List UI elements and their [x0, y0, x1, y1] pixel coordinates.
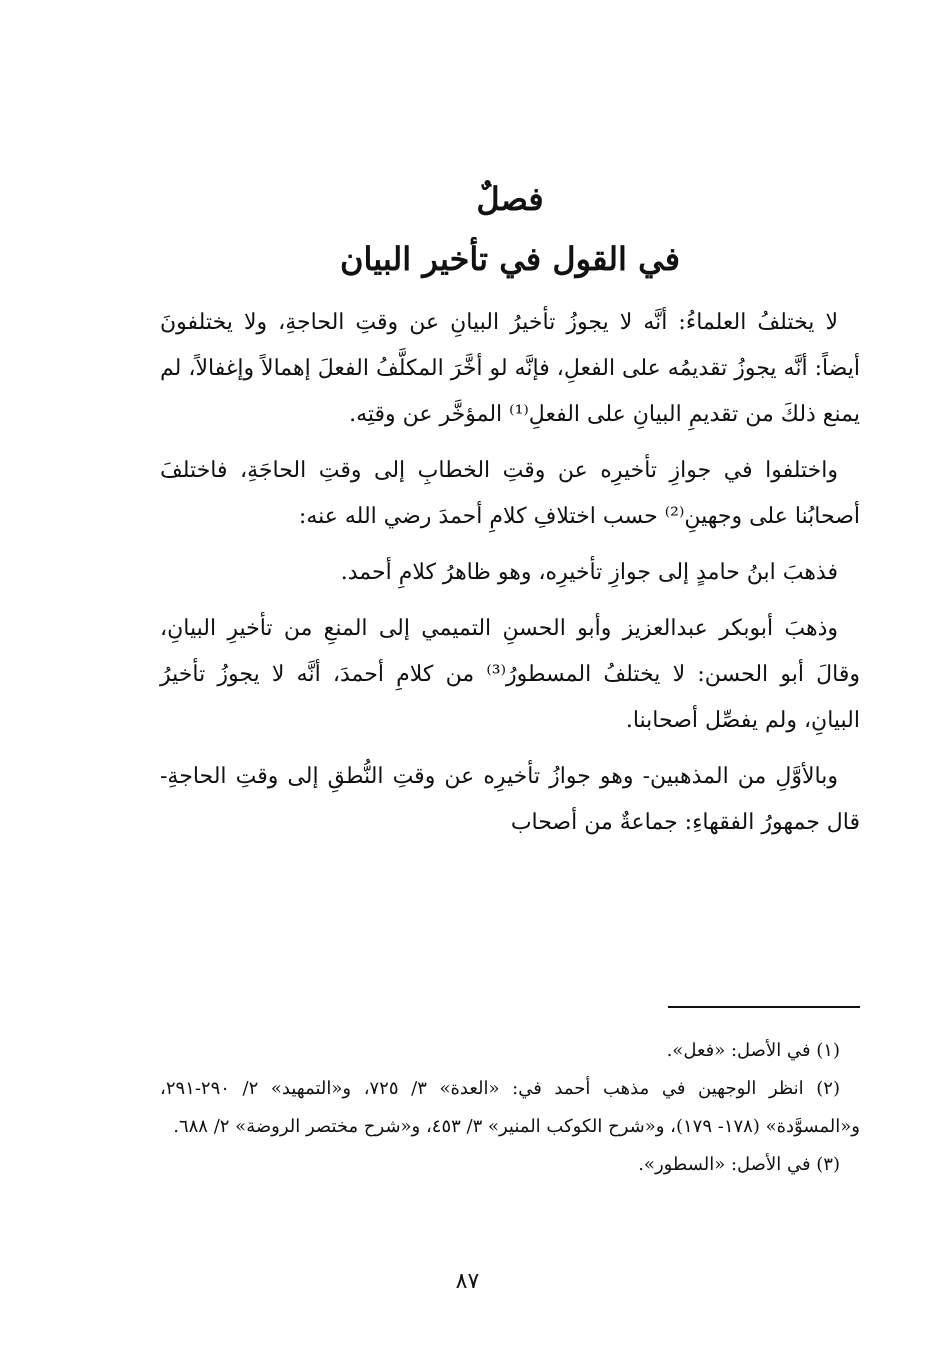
footnotes: [160, 1032, 860, 1184]
footnote: (١) في الأصل: «فعل».: [666, 1040, 840, 1061]
paragraph: لا يختلفُ العلماءُ: أنَّه لا يجوزُ تأخيرُ البيانِ عن وقتِ الحاجةِ، ولا يختلفونَ أيضاً: أنَّه يجوزُ تقديمُه على الفعلِ، فإنَّه لو أخَّرَ المكلَّفُ الفعلَ إهمالاً وإغفالاً، لم يمنع ذلكَ من تقديمِ البيانِ على الفعلِ⁽¹⁾ المؤخَّر عن وقتِه.: [160, 310, 860, 427]
footnote-separator: [668, 1006, 860, 1008]
main-text: [160, 300, 860, 846]
paragraph: واختلفوا في جوازِ تأخيرِه عن وقتِ الخطابِ إلى وقتِ الحاجَةِ، فاختلفَ أصحابُنا على وجهينِ⁽²⁾ حسب اختلافِ كلامِ أحمدَ رضي الله عنه:: [160, 458, 860, 529]
page-number: ٨٧: [455, 1269, 480, 1294]
section-subtitle: في القول في تأخير البيان: [339, 240, 681, 278]
paragraph: وبالأوَّلِ من المذهبين- وهو جوازُ تأخيرِه عن وقتِ النُّطقِ إلى وقتِ الحاجةِ- قال جمهورُ الفقهاءِ: جماعةٌ من أصحاب: [160, 764, 860, 835]
section-title: فصلٌ: [476, 180, 544, 218]
paragraph: فذهبَ ابنُ حامدٍ إلى جوازِ تأخيرِه، وهو ظاهرُ كلامِ أحمد.: [340, 560, 838, 585]
footnote: (٢) انظر الوجهين في مذهب أحمد في: «العدة» ٣/ ٧٢٥، و«التمهيد» ٢/ ٢٩٠-٢٩١، و«المسوَّدة» (١٧٨- ١٧٩)، و«شرح الكوكب المنير» ٣/ ٤٥٣، و«شرح مختصر الروضة» ٢/ ٦٨٨.: [160, 1078, 860, 1137]
footnote: (٣) في الأصل: «السطور».: [638, 1154, 840, 1175]
chapter-heading: [160, 175, 860, 283]
paragraph: وذهبَ أبوبكر عبدالعزيز وأبو الحسنِ التميمي إلى المنعِ من تأخيرِ البيانِ، وقالَ أبو الحسن: لا يختلفُ المسطورُ⁽³⁾ من كلامِ أحمدَ، أنَّه لا يجوزُ تأخيرُ البيانِ، ولم يفصِّل أصحابنا.: [160, 616, 860, 733]
